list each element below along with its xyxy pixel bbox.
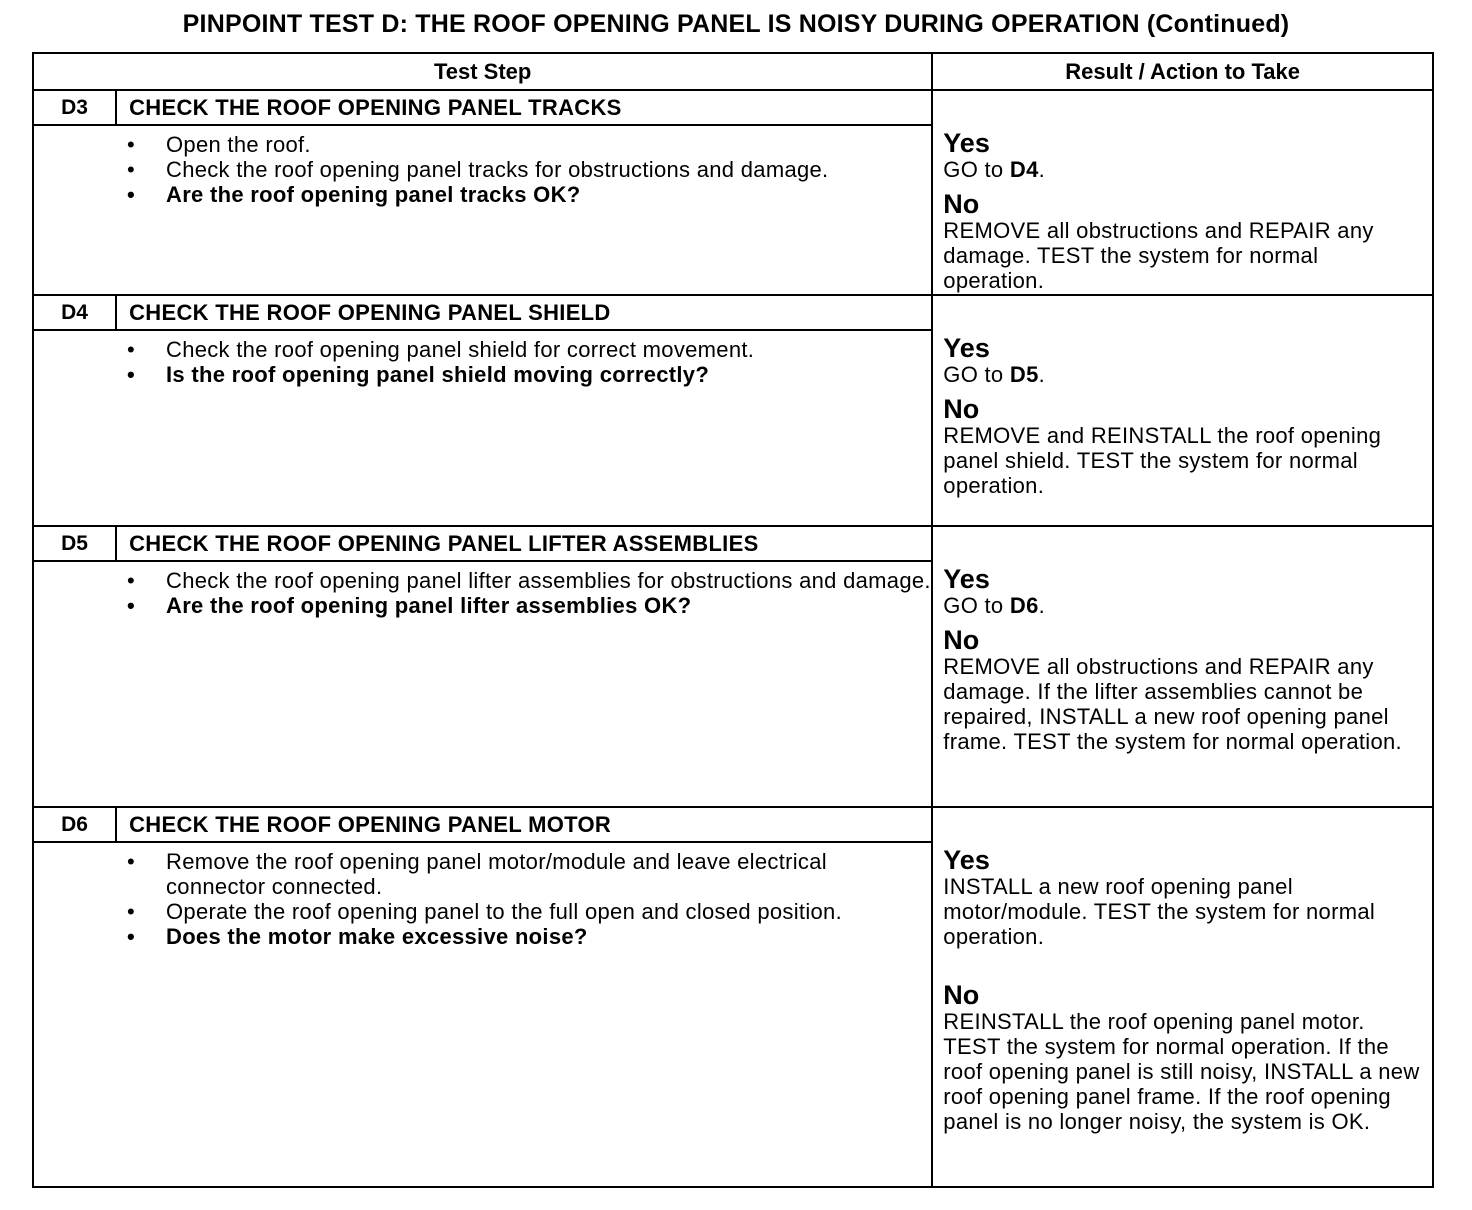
- no-label: No: [943, 189, 980, 219]
- test-step-column-header: Test Step: [33, 53, 932, 90]
- step-id: D6: [33, 807, 116, 842]
- step-id: D4: [33, 295, 116, 330]
- list-item: • Operate the roof opening panel to the full open and closed position.: [127, 899, 842, 924]
- no-label: No: [943, 980, 980, 1010]
- step-instructions: [34, 331, 931, 387]
- list-item: • Check the roof opening panel lifter assemblies for obstructions and damage.: [127, 568, 931, 593]
- no-label: No: [943, 394, 980, 424]
- table-header-row: [33, 53, 1433, 90]
- yes-action: GO to D4.: [943, 157, 1046, 182]
- pinpoint-test-table: [32, 52, 1434, 1188]
- step-reference: D6: [1009, 593, 1039, 618]
- step-body: [33, 330, 932, 526]
- no-action: REMOVE and REINSTALL the roof opening panel shield. TEST the system for normal operation.: [943, 423, 1382, 498]
- step-instructions: [34, 126, 931, 207]
- step-instructions: [34, 562, 931, 618]
- list-item: • Check the roof opening panel tracks for obstructions and damage.: [127, 157, 829, 182]
- list-item: • Remove the roof opening panel motor/module and leave electrical connector connected.: [127, 849, 827, 899]
- step-heading-row: [33, 526, 1433, 561]
- step-id: D5: [33, 526, 116, 561]
- step-heading-row: [33, 90, 1433, 125]
- page-title: PINPOINT TEST D: THE ROOF OPENING PANEL IS NOISY DURING OPERATION (Continued): [182, 10, 1290, 38]
- step-instructions: [34, 843, 931, 949]
- result-cell: [932, 807, 1433, 1187]
- yes-label: Yes: [943, 128, 990, 158]
- result-cell: [932, 526, 1433, 807]
- yes-action: INSTALL a new roof opening panel motor/module. TEST the system for normal operation.: [943, 874, 1376, 949]
- yes-label: Yes: [943, 333, 990, 363]
- result-column-header: Result / Action to Take: [932, 53, 1433, 90]
- step-question: • Are the roof opening panel lifter assemblies OK?: [127, 593, 692, 618]
- no-action: REINSTALL the roof opening panel motor. TEST the system for normal operation. If the roof opening panel is still noisy, INSTALL a new roof opening panel frame. If the roof opening panel is no longer noisy, the system is OK.: [943, 1009, 1420, 1134]
- step-heading-row: [33, 295, 1433, 330]
- step-heading: CHECK THE ROOF OPENING PANEL LIFTER ASSEMBLIES: [116, 526, 932, 561]
- yes-action: GO to D5.: [943, 362, 1046, 387]
- yes-action: GO to D6.: [943, 593, 1046, 618]
- no-action: REMOVE all obstructions and REPAIR any damage. TEST the system for normal operation.: [943, 218, 1374, 293]
- step-question: • Are the roof opening panel tracks OK?: [127, 182, 581, 207]
- step-id: D3: [33, 90, 116, 125]
- step-body: [33, 561, 932, 807]
- result-cell: [932, 295, 1433, 526]
- yes-label: Yes: [943, 564, 990, 594]
- step-question: • Does the motor make excessive noise?: [127, 924, 588, 949]
- list-item: • Check the roof opening panel shield for correct movement.: [127, 337, 755, 362]
- no-label: No: [943, 625, 980, 655]
- step-question: • Is the roof opening panel shield moving correctly?: [127, 362, 710, 387]
- step-reference: D5: [1009, 362, 1039, 387]
- yes-label: Yes: [943, 845, 990, 875]
- no-action: REMOVE all obstructions and REPAIR any damage. If the lifter assemblies cannot be repaired, INSTALL a new roof opening panel frame. TEST the system for normal operation.: [943, 654, 1402, 754]
- step-body: [33, 842, 932, 1187]
- step-heading: CHECK THE ROOF OPENING PANEL TRACKS: [116, 90, 932, 125]
- step-heading: CHECK THE ROOF OPENING PANEL SHIELD: [116, 295, 932, 330]
- step-reference: D4: [1009, 157, 1039, 182]
- step-heading: CHECK THE ROOF OPENING PANEL MOTOR: [116, 807, 932, 842]
- step-heading-row: [33, 807, 1433, 842]
- result-cell: [932, 90, 1433, 295]
- step-body: [33, 125, 932, 295]
- list-item: • Open the roof.: [127, 132, 311, 157]
